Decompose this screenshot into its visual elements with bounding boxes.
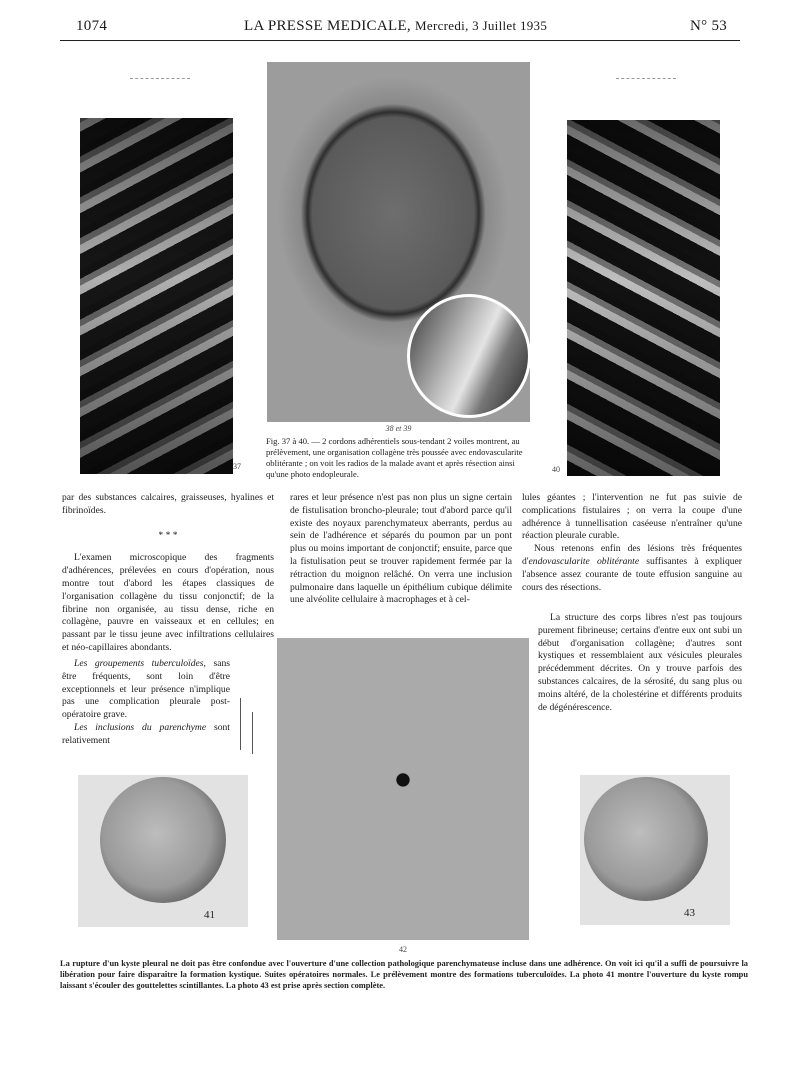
paragraph: lules géantes ; l'intervention ne fut pas suivie de complications fistulaires ; on verra la coupe d'une adhérence à tunnellisation caséeuse n'entraîner qu'une réaction pleurale curable. bbox=[522, 492, 742, 542]
figure-42-label: 42 bbox=[399, 945, 407, 954]
paragraph bbox=[62, 722, 230, 748]
header-rule bbox=[60, 40, 740, 41]
margin-bar bbox=[240, 698, 241, 750]
italic-term: Les groupements tuberculoïdes, bbox=[74, 658, 206, 669]
figure-38-histology bbox=[267, 62, 530, 422]
figure-39-inset bbox=[407, 294, 530, 418]
figure-37-xray bbox=[80, 118, 233, 474]
paragraph: par des substances calcaires, graisseuses, hyalines et fibrinoïdes. bbox=[62, 492, 274, 516]
issue-number: N° 53 bbox=[690, 18, 728, 34]
figure-40-label: 40 bbox=[552, 465, 560, 474]
journal-name: LA PRESSE MEDICALE bbox=[244, 18, 407, 34]
divider bbox=[616, 78, 676, 79]
figure-caption-top: Fig. 37 à 40. — 2 cordons adhérentiels sous-tendant 2 voiles montrent, au prélèvement, une organisation collagène très poussée avec endovascularite oblitérante ; on voit les radios de la malade avant et après résection ainsi qu'une photo endopleurale. bbox=[266, 436, 523, 479]
paragraph: La structure des corps libres n'est pas toujours purement fibrineuse; certains d'entre eux ont subi un début d'organisation collagène; d'autres sont kystiques et ressemblaient aux vésicules pleurales précédemment décrites. On y trouve parfois des substances calcaires, de la sérosité, du sang plus ou moins altéré, de la cholestérine et différents produits de dégénérescence. bbox=[538, 612, 742, 713]
text-run: Nous retenons enfin des lésions très fréquentes d' bbox=[522, 543, 742, 567]
italic-term: Les inclusions du parenchyme bbox=[74, 721, 207, 733]
text-run: sans être fréquents, sont loin d'être exceptionnels et leur présence n'implique pas une complication pleurale post-opératoire grave. bbox=[62, 658, 230, 721]
figure-42-histology bbox=[277, 638, 529, 940]
margin-bar bbox=[252, 712, 253, 754]
endoscopic-view bbox=[100, 777, 226, 903]
figure-41-endoscopy bbox=[78, 775, 248, 927]
italic-term: endovascularite oblitérante bbox=[528, 555, 640, 567]
figure-43-label: 43 bbox=[684, 907, 695, 919]
endoscopic-view bbox=[584, 777, 708, 901]
column-3 bbox=[522, 492, 742, 594]
column-1 bbox=[62, 492, 274, 655]
divider bbox=[130, 78, 190, 79]
text-run: suffisantes à expliquer l'absence assez courante de toute effusion sanguine au cours des résections. bbox=[522, 555, 742, 593]
journal-title: LA PRESSE MEDICALE, Mercredi, 3 Juillet 1935 bbox=[244, 18, 548, 34]
paragraph: rares et leur présence n'est pas non plus un signe certain de fistulisation broncho-pleurale; tout d'abord parce qu'il existe des noyaux parenchymateux aberrants, perdus au sein de l'adhérence et séparés du poumon par un pont plus ou moins important de conjonctif; ensuite, parce que la fistulisation peut se trouver rapidement fermée par la rétraction du moignon relâché. On verra une inclusion pulmonaire dans laquelle un épithélium cubique délimite une alvéolite cellulaire à macrophages et à cel- bbox=[290, 492, 512, 606]
text-run: sont relativement bbox=[62, 721, 230, 746]
figure-40-xray bbox=[567, 120, 720, 476]
paragraph: L'examen microscopique des fragments d'adhérences, prélevées en cours d'opération, nous montre tout d'abord les étapes classiques de l'organisation collagène du tissu conjonctif; de la fibrine non organisée, au tissu dense, riche en collagène, pauvre en vaisseaux et en cellules; en passant par le tissu jeune avec infiltrations cellulaires et néo-capillaires abondants. bbox=[62, 552, 274, 653]
figure-41-label: 41 bbox=[204, 909, 215, 921]
page-number: 1074 bbox=[76, 18, 108, 34]
figure-caption-bottom: La rupture d'un kyste pleural ne doit pas être confondue avec l'ouverture d'une collection pathologique parenchymateuse incluse dans une adhérence. On voit ici qu'il a suffi de poursuivre la libération pour faire disparaître la formation kystique. Suites opératoires normales. Le prélèvement montre des formations tuberculoïdes. La photo 41 montre l'ouverture du kyste rompu laissant s'écouler des gouttelettes scintillantes. La photo 43 est prise après section complète. bbox=[60, 959, 748, 990]
issue-date: Mercredi, 3 Juillet 1935 bbox=[415, 18, 548, 33]
column-2 bbox=[290, 492, 512, 607]
paragraph bbox=[62, 658, 230, 722]
column-3-narrow bbox=[538, 612, 742, 714]
paragraph bbox=[522, 543, 742, 594]
figure-37-label: 37 bbox=[233, 462, 241, 471]
column-1-narrow bbox=[62, 658, 230, 748]
figure-43-endoscopy bbox=[580, 775, 730, 925]
figure-38-39-label: 38 et 39 bbox=[385, 424, 412, 433]
section-stars: * * * bbox=[158, 529, 178, 541]
